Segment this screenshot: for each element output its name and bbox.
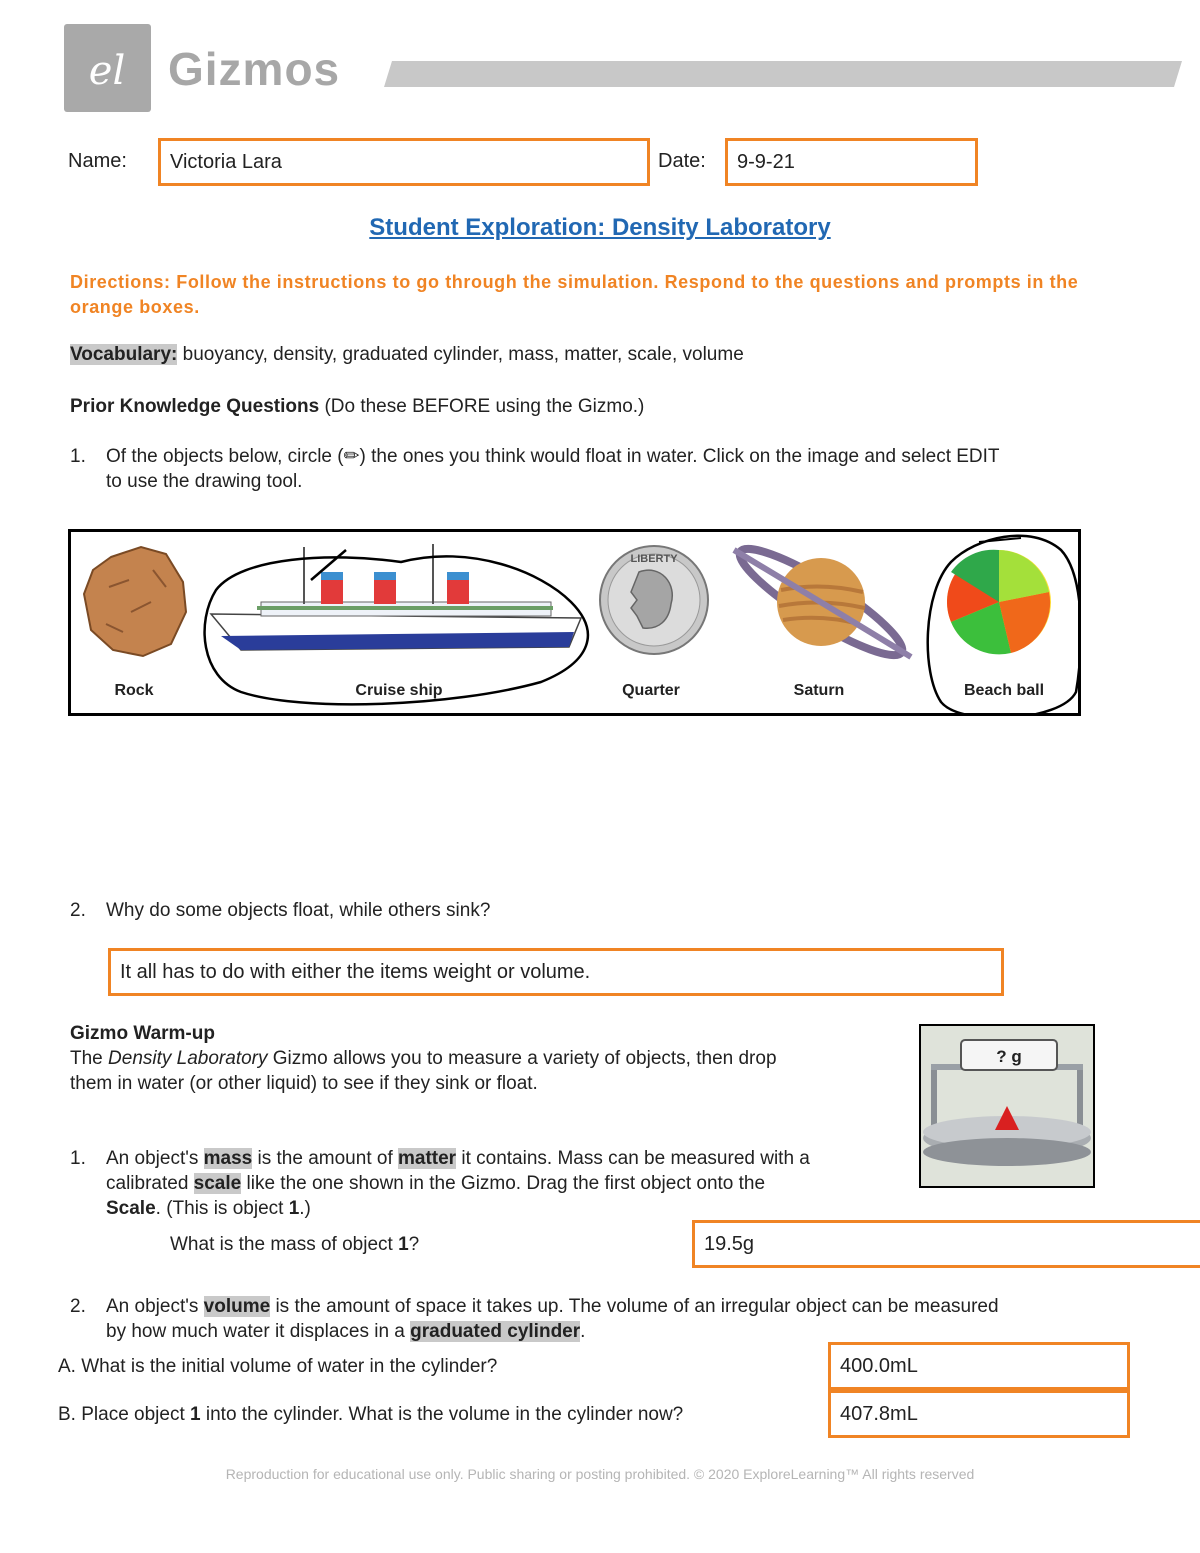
header-bar — [384, 61, 1182, 87]
scale-display: ? g — [996, 1047, 1022, 1066]
question-text: Why do some objects float, while others sink? — [106, 900, 491, 921]
intro-text: Gizmo allows you to measure a variety of objects, then drop — [267, 1048, 777, 1069]
question-b — [58, 1402, 683, 1427]
q-text: by how much water it displaces in a — [106, 1321, 411, 1342]
mass-answer-box[interactable] — [692, 1220, 1200, 1268]
intro-text: them in water (or other liquid) to see if they sink or float. — [70, 1073, 538, 1094]
q-text: is the amount of space it takes up. The volume of an irregular object can be measured — [270, 1296, 999, 1317]
q-text: it contains. Mass can be measured with a — [456, 1148, 810, 1169]
vocabulary-line — [70, 342, 744, 367]
warmup-question-1 — [70, 1146, 910, 1221]
term-mass: mass — [203, 1148, 253, 1169]
rock-icon — [84, 547, 186, 656]
name-field[interactable] — [158, 138, 650, 186]
vocabulary-label: Vocabulary: — [70, 344, 178, 365]
svg-text:LIBERTY: LIBERTY — [630, 553, 678, 565]
object-number: 1 — [288, 1198, 300, 1219]
prior-knowledge-heading: Prior Knowledge Questions — [70, 396, 320, 417]
term-scale: scale — [193, 1173, 242, 1194]
question-number: 2. — [70, 900, 86, 921]
answer-box-b[interactable] — [828, 1390, 1130, 1438]
q-text: What is the mass of object — [170, 1234, 399, 1255]
question-number: 1. — [70, 1148, 86, 1169]
mass-question — [170, 1232, 419, 1257]
warmup-intro — [70, 1046, 900, 1096]
answer-box-q2[interactable] — [108, 948, 1004, 996]
object-number: 1 — [190, 1404, 201, 1425]
saturn-icon — [730, 535, 912, 670]
cruise-ship-icon — [211, 544, 581, 650]
caption-beach-ball: Beach ball — [963, 682, 1045, 699]
term-graduated-cylinder: graduated cylinder — [410, 1321, 581, 1342]
q-text: B. Place object — [58, 1404, 191, 1425]
objects-image[interactable] — [68, 529, 1081, 716]
term-volume: volume — [203, 1296, 271, 1317]
answer-box-a[interactable] — [828, 1342, 1130, 1390]
term-matter: matter — [398, 1148, 457, 1169]
scale-illustration — [921, 1026, 1093, 1186]
q-text: . — [580, 1321, 586, 1342]
q-text: like the one shown in the Gizmo. Drag the first object onto the — [241, 1173, 766, 1194]
q-text: ? — [408, 1234, 420, 1255]
prior-question-1 — [70, 444, 1150, 494]
intro-text: The — [70, 1048, 109, 1069]
date-field[interactable] — [725, 138, 978, 186]
name-value: Victoria Lara — [170, 150, 282, 173]
name-label: Name: — [68, 150, 127, 172]
prior-knowledge-heading-line — [70, 394, 644, 419]
prior-knowledge-note: (Do these BEFORE using the Gizmo.) — [324, 396, 645, 417]
directions: Directions: Follow the instructions to go through the simulation. Respond to the questions and prompts in the orange boxes. — [70, 272, 1079, 317]
answer-text: 400.0mL — [840, 1354, 918, 1377]
q-text: calibrated — [106, 1173, 194, 1194]
brand-name: Gizmos — [168, 43, 341, 95]
footer-copyright: Reproduction for educational use only. Public sharing or posting prohibited. © 2020 ExploreLearning™ All rights reserved — [225, 1466, 975, 1482]
answer-text: It all has to do with either the items weight or volume. — [120, 960, 591, 983]
question-number: 1. — [70, 446, 86, 467]
scale-image — [919, 1024, 1095, 1188]
caption-rock: Rock — [114, 682, 154, 699]
q-text: An object's — [106, 1148, 204, 1169]
q-text: is the amount of — [252, 1148, 398, 1169]
el-logo-icon — [64, 24, 151, 112]
q-text: .) — [299, 1198, 311, 1219]
prior-question-2 — [70, 898, 490, 923]
page-title: Student Exploration: Density Laboratory — [369, 214, 831, 241]
date-label: Date: — [658, 150, 706, 172]
caption-quarter: Quarter — [622, 682, 680, 699]
answer-text: 407.8mL — [840, 1402, 918, 1425]
gizmo-name: Density Laboratory — [108, 1048, 268, 1069]
object-number: 1 — [398, 1234, 409, 1255]
scale-bold: Scale — [106, 1198, 156, 1219]
objects-illustration — [71, 532, 1078, 713]
question-a: A. What is the initial volume of water in the cylinder? — [58, 1356, 498, 1377]
q-text: into the cylinder. What is the volume in the cylinder now? — [200, 1404, 684, 1425]
explorelearning-logo — [64, 24, 151, 112]
quarter-icon — [600, 546, 708, 654]
vocabulary-terms: buoyancy, density, graduated cylinder, mass, matter, scale, volume — [182, 344, 744, 365]
question-text-cont: ) the ones you think would float in water. Click on the image and select EDIT — [359, 446, 1000, 467]
question-number: 2. — [70, 1296, 86, 1317]
warmup-question-2 — [70, 1294, 1170, 1344]
q-text: . (This is object — [155, 1198, 289, 1219]
q-text: An object's — [106, 1296, 204, 1317]
beach-ball-icon — [947, 550, 1051, 655]
date-value: 9-9-21 — [737, 150, 795, 173]
warmup-heading: Gizmo Warm-up — [70, 1023, 215, 1044]
answer-text: 19.5g — [704, 1232, 755, 1255]
caption-saturn: Saturn — [793, 682, 845, 699]
question-text: Of the objects below, circle ( — [106, 446, 344, 467]
svg-text:el: el — [88, 48, 126, 94]
question-text-end: to use the drawing tool. — [106, 471, 303, 492]
caption-ship: Cruise ship — [355, 682, 443, 699]
pencil-icon: ✏ — [343, 446, 360, 467]
